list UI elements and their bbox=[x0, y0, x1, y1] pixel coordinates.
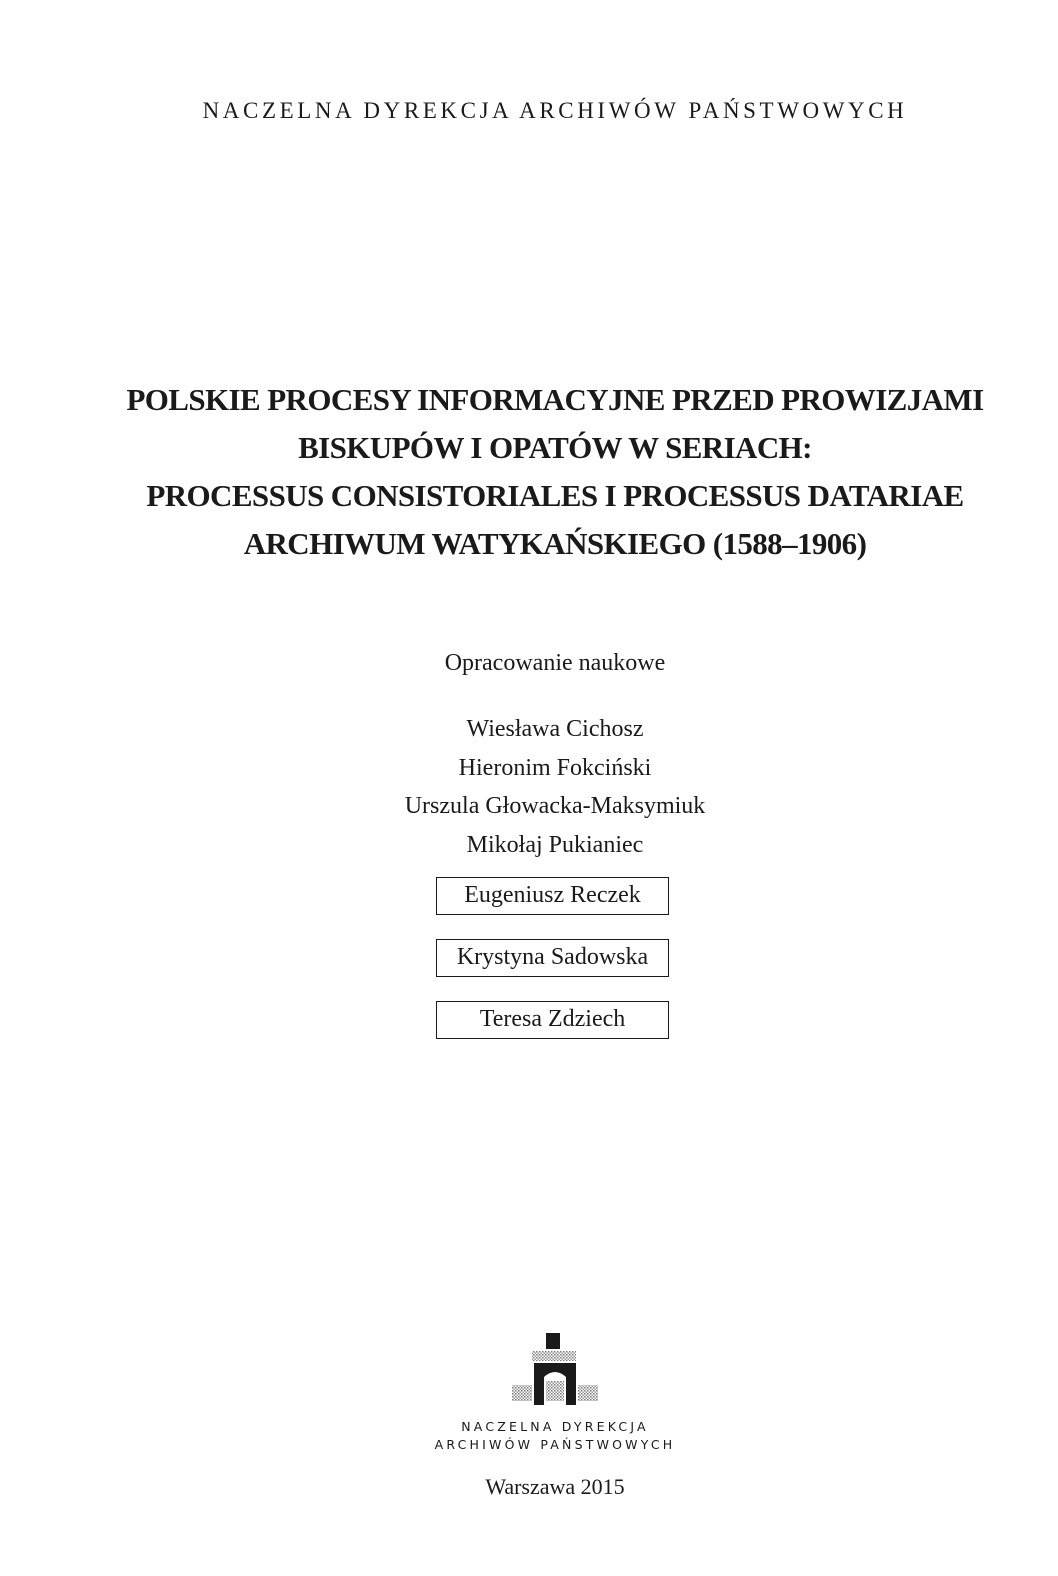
boxed-author-name: Teresa Zdziech bbox=[436, 1001, 669, 1039]
author-name: Mikołaj Pukianiec bbox=[466, 831, 644, 858]
logo-caption-line-2: ARCHIWÓW PAŃSTWOWYCH bbox=[434, 1437, 676, 1452]
logo-caption bbox=[0, 1418, 1058, 1454]
author-name: Wiesława Cichosz bbox=[466, 716, 644, 742]
title-line-3: PROCESSUS CONSISTORIALES I PROCESSUS DATARIAE bbox=[146, 478, 964, 513]
logo-caption-line-1: NACZELNA DYREKCJA bbox=[461, 1419, 649, 1434]
title-line-2: BISKUPÓW I OPATÓW W SERIACH: bbox=[298, 430, 812, 465]
archives-logo-icon bbox=[512, 1333, 598, 1405]
boxed-author-name: Eugeniusz Reczek bbox=[436, 877, 669, 915]
editorial-label: Opracowanie naukowe bbox=[444, 650, 666, 676]
boxed-author-name: Krystyna Sadowska bbox=[436, 939, 669, 977]
title-line-4: ARCHIWUM WATYKAŃSKIEGO (1588–1906) bbox=[243, 526, 867, 561]
author-name: Urszula Głowacka-Maksymiuk bbox=[404, 793, 706, 819]
imprint-place-year: Warszawa 2015 bbox=[485, 1474, 625, 1499]
author-list bbox=[0, 710, 1058, 864]
title-line-1: POLSKIE PROCESY INFORMACYJNE PRZED PROWIZJAMI bbox=[126, 382, 984, 417]
author-name: Hieronim Fokciński bbox=[458, 754, 652, 781]
institution-header: NACZELNA DYREKCJA ARCHIWÓW PAŃSTWOWYCH bbox=[202, 98, 908, 123]
book-title bbox=[0, 376, 1058, 568]
boxed-author-list bbox=[436, 877, 670, 1063]
